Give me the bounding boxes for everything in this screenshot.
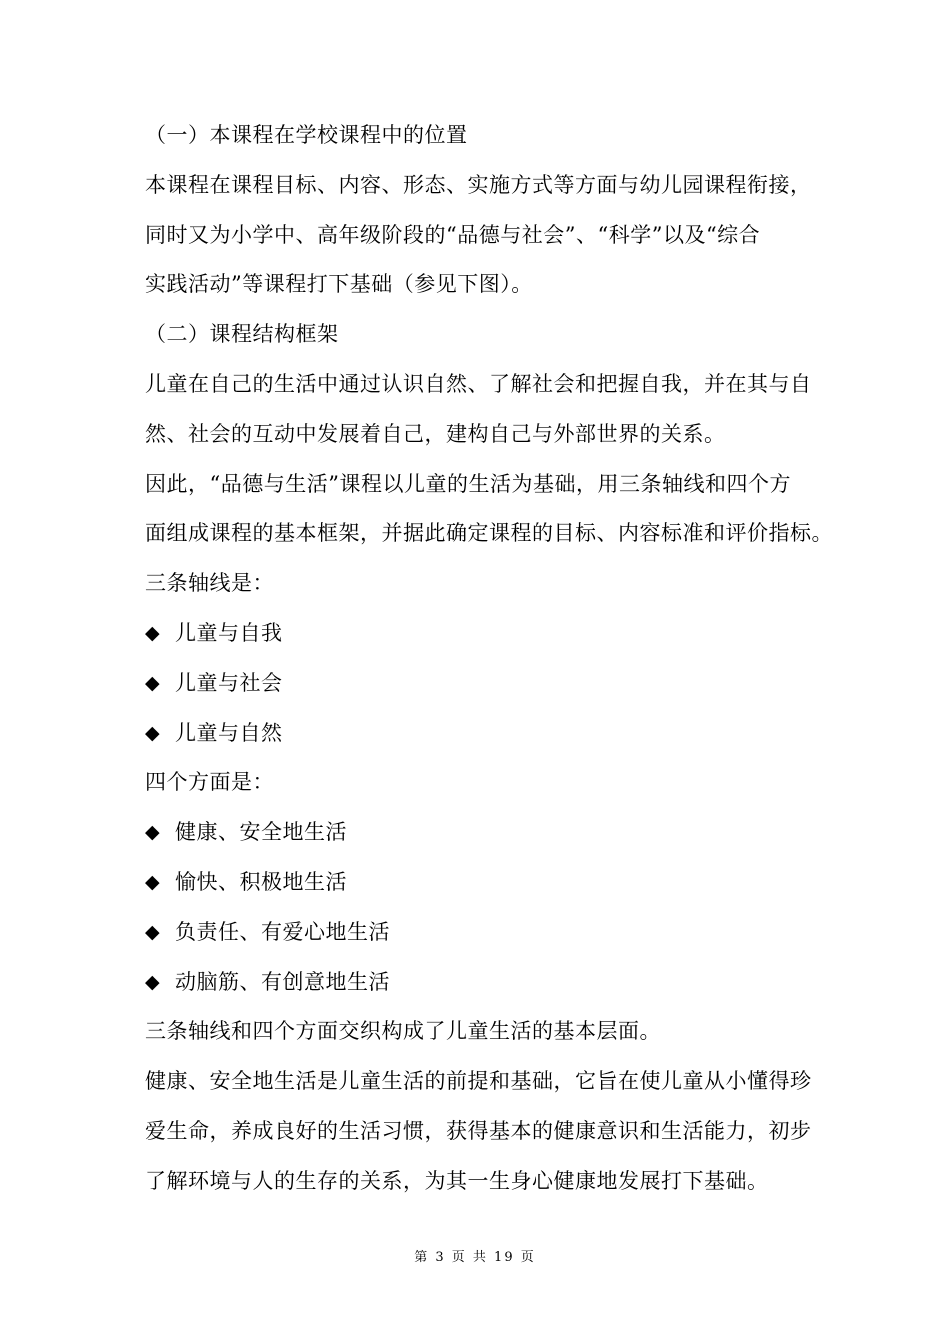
- bullet-item: [145, 659, 815, 709]
- bullet-item: [145, 958, 815, 1008]
- page-number-text: 第 3 页 共 19 页: [414, 1250, 536, 1265]
- bullet-text: 儿童与社会: [175, 670, 283, 695]
- diamond-bullet-icon: ◆: [145, 621, 161, 644]
- bullet-text: 健康、安全地生活: [175, 820, 347, 845]
- paragraph-line: 本课程在课程目标、内容、形态、实施方式等方面与幼儿园课程衔接，: [145, 172, 812, 197]
- paragraph-line: 儿童在自己的生活中通过认识自然、了解社会和把握自我，并在其与自: [145, 371, 812, 396]
- bullet-text: 负责任、有爱心地生活: [175, 919, 390, 944]
- diamond-bullet-icon: ◆: [145, 671, 161, 694]
- diamond-bullet-icon: ◆: [145, 870, 161, 893]
- diamond-bullet-icon: ◆: [145, 920, 161, 943]
- paragraph-line: 同时又为小学中、高年级阶段的“品德与社会”、“科学”以及“综合: [145, 222, 761, 247]
- bullet-item: [145, 709, 815, 759]
- paragraph-line: 健康、安全地生活是儿童生活的前提和基础，它旨在使儿童从小懂得珍: [145, 1069, 812, 1094]
- paragraph-line: 爱生命，养成良好的生活习惯，获得基本的健康意识和生活能力，初步: [145, 1118, 812, 1143]
- bullet-text: 儿童与自然: [175, 720, 283, 745]
- paragraph-line: （一）本课程在学校课程中的位置: [145, 123, 468, 147]
- bullet-item: [145, 808, 815, 858]
- diamond-bullet-icon: ◆: [145, 970, 161, 993]
- paragraph-line: 面组成课程的基本框架，并据此确定课程的目标、内容标准和评价指标。: [145, 521, 833, 546]
- diamond-bullet-icon: ◆: [145, 821, 161, 844]
- bullet-text: 愉快、积极地生活: [175, 869, 347, 894]
- paragraph-line: 三条轴线和四个方面交织构成了儿童生活的基本层面。: [145, 1019, 661, 1044]
- paragraph-line: 了解环境与人的生存的关系，为其一生身心健康地发展打下基础。: [145, 1168, 769, 1193]
- paragraph-line: 四个方面是：: [145, 770, 274, 795]
- document-body: [145, 111, 833, 1207]
- bullet-text: 动脑筋、有创意地生活: [175, 969, 390, 994]
- bullet-text: 儿童与自我: [175, 620, 283, 645]
- page-footer: [0, 1246, 950, 1265]
- bullet-item: [145, 908, 815, 958]
- paragraph-line: 三条轴线是：: [145, 571, 274, 596]
- paragraph-line: 实践活动”等课程打下基础（参见下图）。: [145, 272, 533, 297]
- diamond-bullet-icon: ◆: [145, 721, 161, 744]
- paragraph-line: 然、社会的互动中发展着自己，建构自己与外部世界的关系。: [145, 421, 726, 446]
- paragraph-line: （二）课程结构框架: [145, 322, 339, 347]
- bullet-item: [145, 858, 815, 908]
- paragraph-line: 因此，“品德与生活”课程以儿童的生活为基础，用三条轴线和四个方: [145, 471, 791, 496]
- bullet-item: [145, 609, 815, 659]
